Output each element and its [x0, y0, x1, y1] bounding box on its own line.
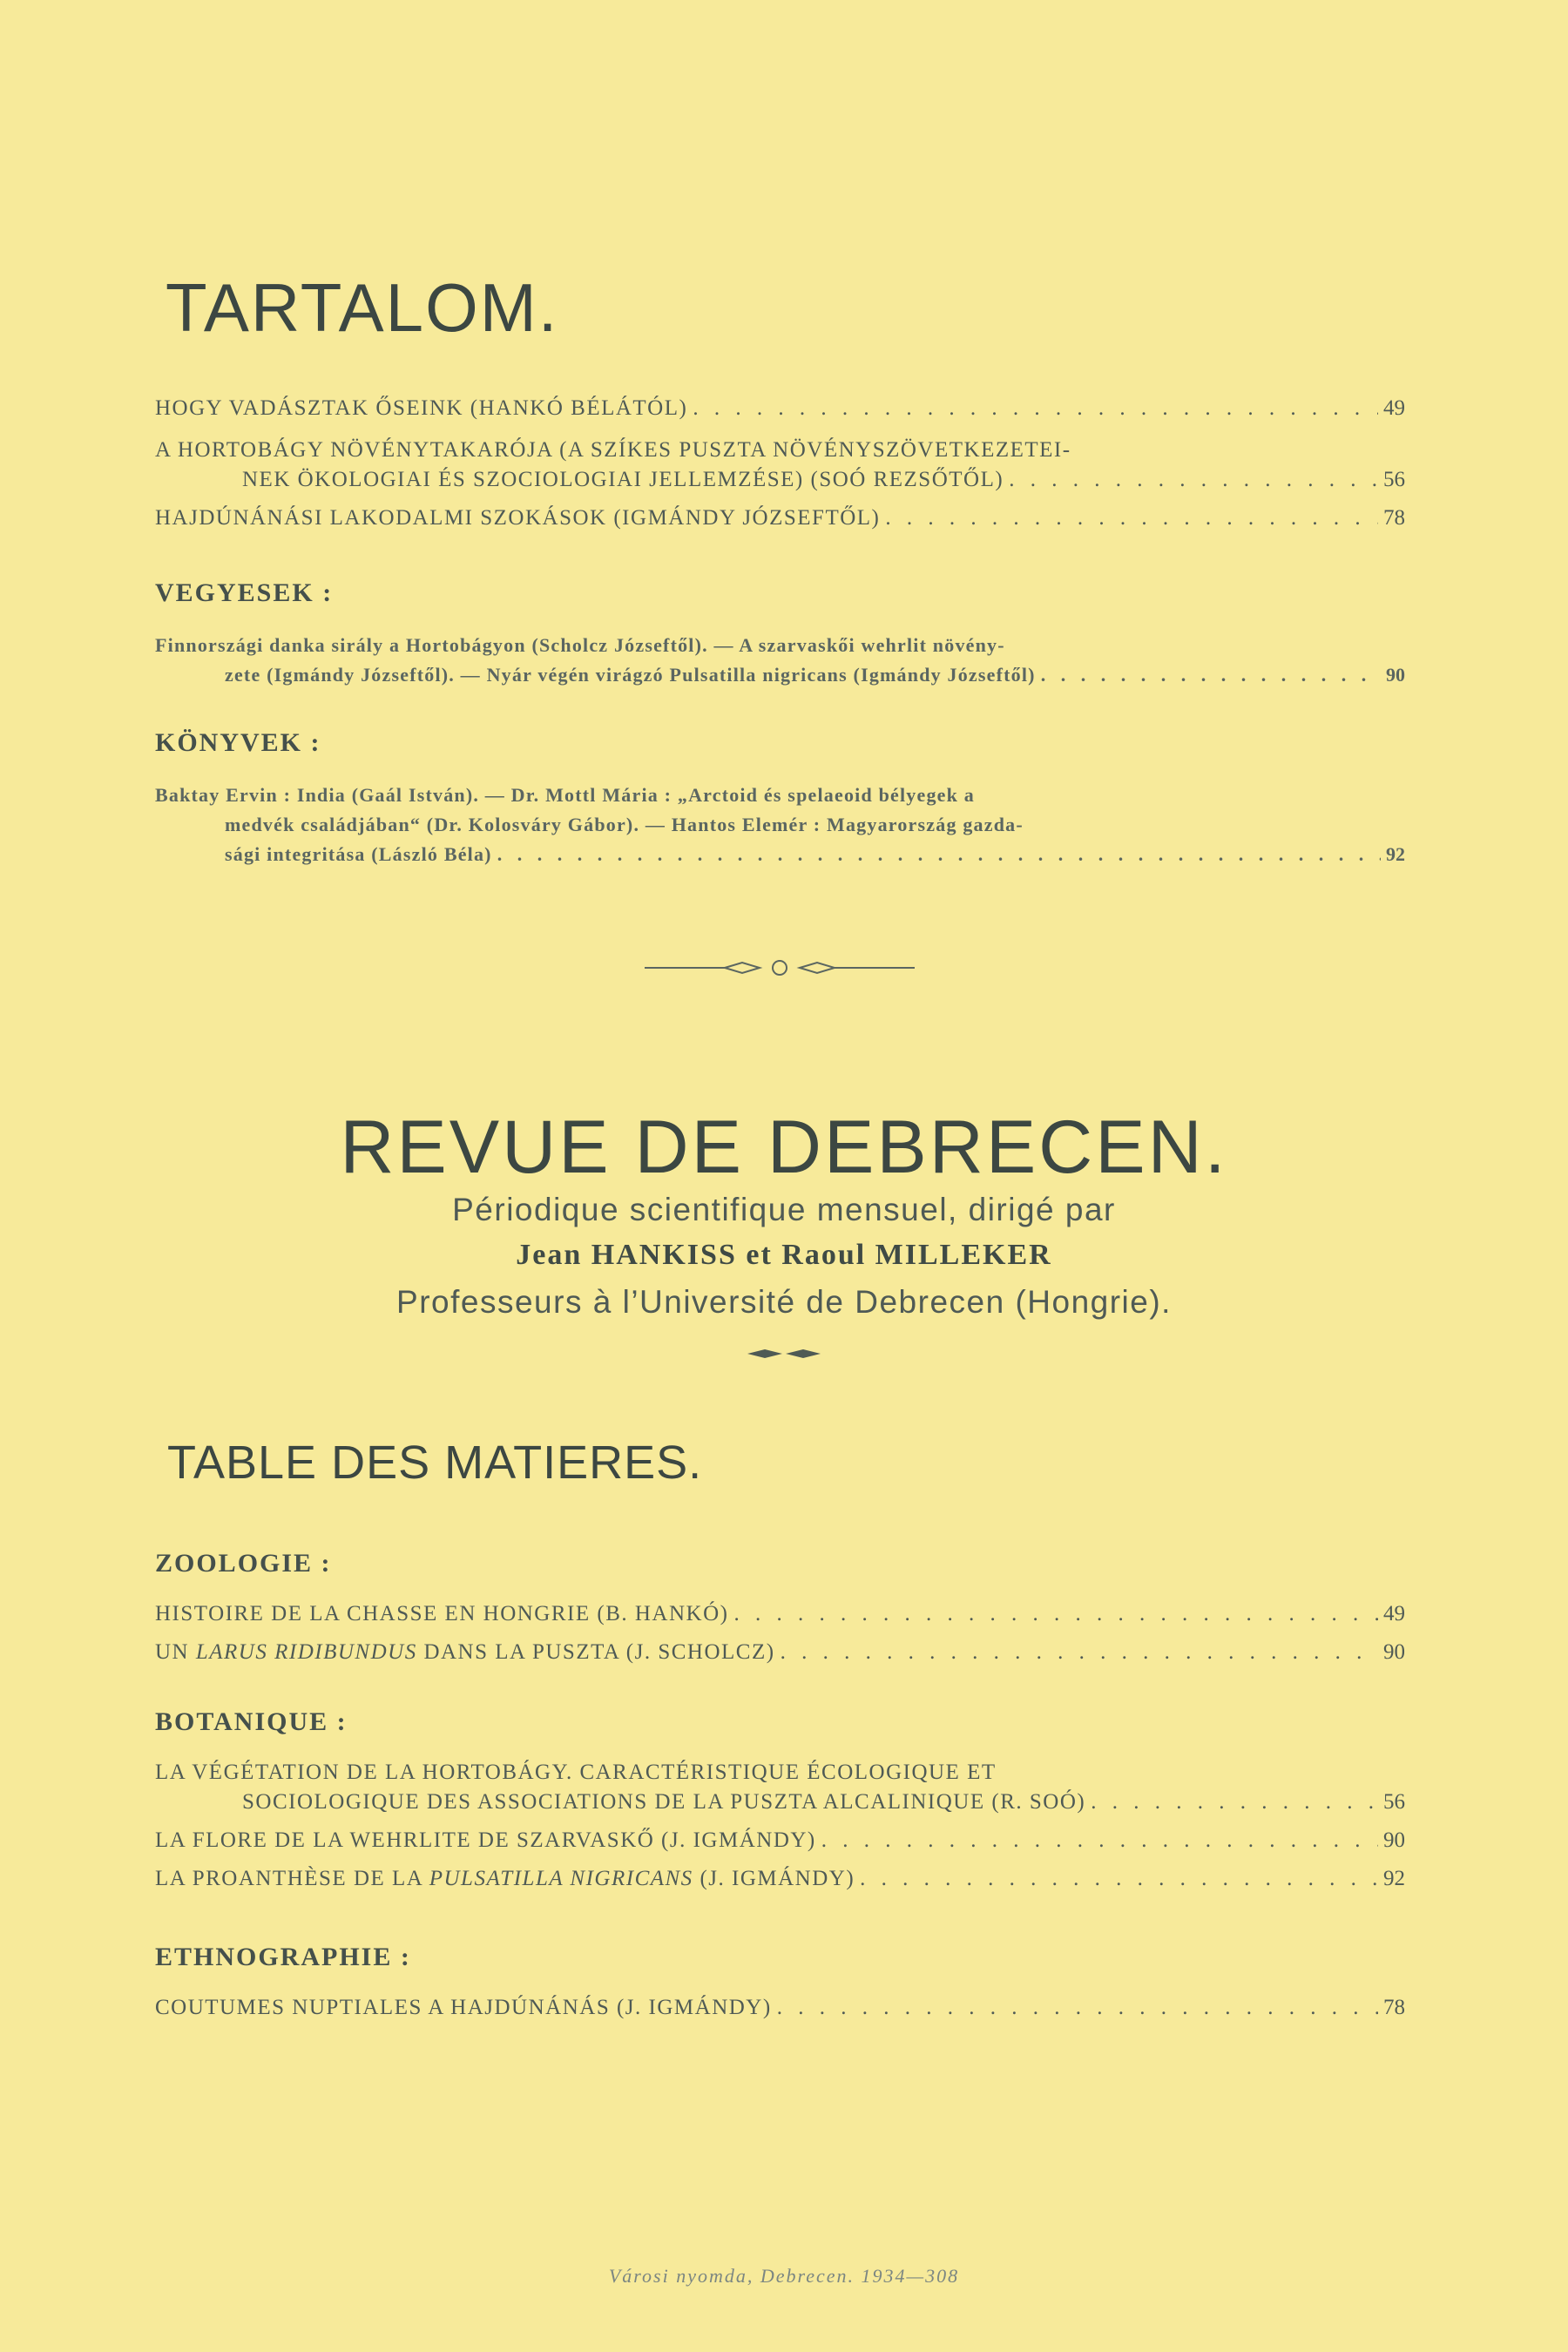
- toc-entry-title: LA FLORE DE LA WEHRLITE DE SZARVASKŐ (J. IGMÁNDY): [155, 1828, 816, 1852]
- dot-leader: [1041, 660, 1381, 690]
- dot-leader: [860, 1864, 1378, 1894]
- ethnographie-list: [155, 1993, 1405, 2023]
- ornament-divider: [645, 958, 915, 977]
- toc-entry: [155, 394, 1405, 423]
- section-heading-ethnographie: ETHNOGRAPHIE :: [155, 1943, 411, 1971]
- toc-entry-page: 49: [1383, 1602, 1405, 1625]
- toc-entry: [155, 1638, 1405, 1667]
- journal-editors: Jean HANKISS et Raoul MILLEKER: [516, 1239, 1052, 1271]
- toc-entry-page: 56: [1383, 1790, 1405, 1814]
- toc-entry: [155, 1788, 1405, 1817]
- dot-leader: [1091, 1788, 1378, 1817]
- toc-entry-title-continued: sági integritása (László Béla): [225, 843, 492, 865]
- toc-entry: [155, 1826, 1405, 1855]
- journal-subtitle: Périodique scientifique mensuel, dirigé par: [452, 1192, 1116, 1227]
- dot-leader: [777, 1993, 1378, 2023]
- printer-imprint: Városi nyomda, Debrecen. 1934—308: [608, 2265, 960, 2287]
- toc-entry-page: 78: [1383, 506, 1405, 530]
- species-name: LARUS RIDIBUNDUS: [195, 1640, 417, 1664]
- dot-leader: [781, 1638, 1378, 1667]
- dot-leader: [693, 394, 1378, 423]
- toc-entry-title: [155, 1864, 855, 1894]
- toc-entry-title-continued: SOCIOLOGIQUE DES ASSOCIATIONS DE LA PUSZTA ALCALINIQUE (R. SOÓ): [242, 1790, 1086, 1814]
- dot-leader: [497, 840, 1381, 869]
- toc-entry: [155, 1864, 1405, 1894]
- french-contents-heading: TABLE DES MATIERES.: [167, 1436, 703, 1489]
- toc-entry-title: [155, 1638, 775, 1667]
- toc-entry: [155, 840, 1405, 869]
- toc-entry: [155, 660, 1405, 690]
- toc-entry: [155, 465, 1405, 495]
- toc-entry-page: 90: [1383, 1828, 1405, 1852]
- toc-entry-page: 78: [1383, 1996, 1405, 2019]
- toc-entry-title: HISTOIRE DE LA CHASSE EN HONGRIE (B. HANKÓ): [155, 1602, 729, 1625]
- toc-entry-page: 92: [1383, 1867, 1405, 1890]
- dot-leader: [821, 1826, 1378, 1855]
- toc-entry-title: COUTUMES NUPTIALES A HAJDÚNÁNÁS (J. IGMÁNDY): [155, 1996, 772, 2019]
- toc-entry-title: LA VÉGÉTATION DE LA HORTOBÁGY. CARACTÉRISTIQUE ÉCOLOGIQUE ET: [155, 1761, 997, 1784]
- section-heading-botanique: BOTANIQUE :: [155, 1707, 348, 1736]
- section-heading-konyvek: KÖNYVEK :: [155, 728, 321, 757]
- dot-leader: [1009, 465, 1378, 495]
- toc-entry-title-continued: zete (Igmándy Józseftől). — Nyár végén virágzó Pulsatilla nigricans (Igmándy Józseftől): [225, 664, 1036, 686]
- toc-entry-title-continued: NEK ÖKOLOGIAI ÉS SZOCIOLOGIAI JELLEMZÉSE) (SOÓ REZSŐTŐL): [242, 468, 1004, 491]
- section-heading-vegyesek: VEGYESEK :: [155, 578, 334, 607]
- toc-entry-page: 92: [1386, 843, 1405, 865]
- ornament-small: [747, 1347, 821, 1361]
- toc-entry-page: 49: [1383, 396, 1405, 420]
- section-heading-zoologie: ZOOLOGIE :: [155, 1549, 332, 1578]
- toc-entry-page: 90: [1386, 664, 1405, 686]
- zoologie-list: [155, 1599, 1405, 1667]
- toc-entry: [155, 1599, 1405, 1629]
- toc-entry-page: 56: [1383, 468, 1405, 491]
- toc-entry-page: 90: [1383, 1640, 1405, 1664]
- hungarian-article-list: [155, 394, 1405, 533]
- journal-title: REVUE DE DEBRECEN.: [340, 1105, 1228, 1189]
- title-part: (J. IGMÁNDY): [693, 1867, 855, 1890]
- toc-entry: [155, 504, 1405, 533]
- title-part: LA PROANTHÈSE DE LA: [155, 1867, 429, 1890]
- toc-entry-title: HAJDÚNÁNÁSI LAKODALMI SZOKÁSOK (IGMÁNDY JÓZSEFTŐL): [155, 506, 881, 530]
- toc-entry-title: Finnországi danka sirály a Hortobágyon (Scholcz Józseftől). — A szarvaskői wehrlit növény-: [155, 634, 1005, 656]
- journal-affiliation: Professeurs à l’Université de Debrecen (Hongrie).: [396, 1284, 1172, 1320]
- toc-entry-title-continued: medvék családjában“ (Dr. Kolosváry Gábor). — Hantos Elemér : Magyarország gazda-: [225, 814, 1024, 835]
- dot-leader: [885, 504, 1378, 533]
- title-part: DANS LA PUSZTA (J. SCHOLCZ): [416, 1640, 775, 1664]
- toc-entry: [155, 1993, 1405, 2023]
- konyvek-list: [155, 781, 1405, 869]
- botanique-list: [155, 1758, 1405, 1894]
- dot-leader: [733, 1599, 1378, 1629]
- hungarian-contents-heading: TARTALOM.: [166, 269, 559, 346]
- species-name: PULSATILLA NIGRICANS: [429, 1867, 693, 1890]
- toc-entry-title: A HORTOBÁGY NÖVÉNYTAKARÓJA (A SZÍKES PUSZTA NÖVÉNYSZÖVETKEZETEI-: [155, 438, 1071, 462]
- toc-entry-title: Baktay Ervin : India (Gaál István). — Dr. Mottl Mária : „Arctoid és spelaeoid bélyegek a: [155, 784, 975, 806]
- toc-entry-title: HOGY VADÁSZTAK ŐSEINK (HANKÓ BÉLÁTÓL): [155, 396, 688, 420]
- vegyesek-list: [155, 631, 1405, 690]
- title-part: UN: [155, 1640, 196, 1664]
